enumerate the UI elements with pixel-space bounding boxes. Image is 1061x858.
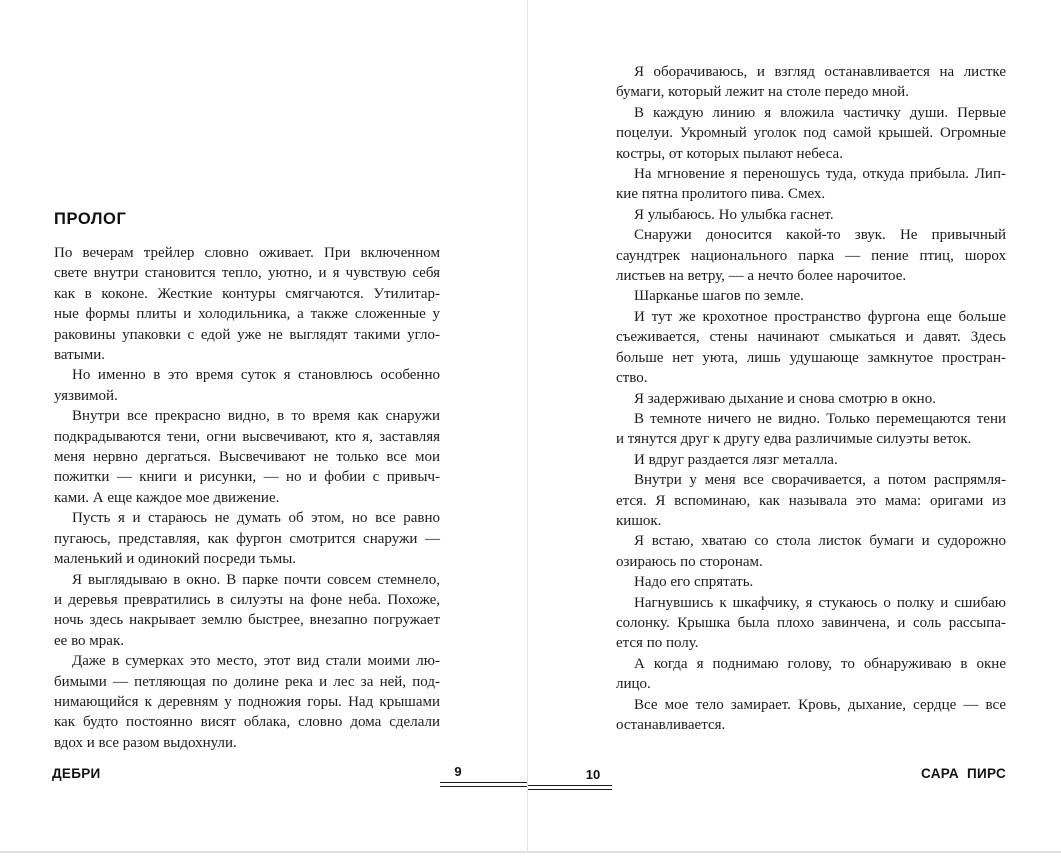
text-line: кишок. bbox=[616, 512, 662, 529]
text-line: нимающийся к деревням у подножия горы. Над крышами bbox=[54, 693, 440, 710]
text-line: маленький и одинокий посреди тьмы. bbox=[54, 551, 297, 568]
text-line: И тут же крохотное пространство фургона еще больше bbox=[634, 308, 1006, 325]
text-line: больше нет уюта, лишь удушающе замкнутое простран- bbox=[616, 349, 1006, 366]
text-line: листьев на ветру, — а нечто более нарочитое. bbox=[616, 268, 907, 285]
text-line: Снаружи доносится какой-то звук. Не привычный bbox=[634, 227, 1006, 244]
text-line: как в коконе. Жесткие контуры смягчаются. Утилитар- bbox=[54, 285, 440, 302]
text-line: и тянутся друг к другу едва различимые силуэты веток. bbox=[616, 431, 972, 448]
text-line: Даже в сумерках это место, этот вид стали моими лю- bbox=[72, 653, 440, 670]
text-line: Надо его спрятать. bbox=[634, 574, 754, 591]
text-line: вдох и все разом выдохнули. bbox=[54, 734, 237, 751]
text-line: как будто постоянно висят облака, словно дома сделали bbox=[54, 714, 440, 731]
text-line: ется. Я вспоминаю, как называла это мама: оригами из bbox=[616, 492, 1006, 509]
text-line: ками. А еще каждое мое движение. bbox=[54, 489, 280, 506]
text-line: Все мое тело замирает. Кровь, дыхание, сердце — все bbox=[634, 696, 1006, 713]
chapter-heading: ПРОЛОГ bbox=[54, 210, 127, 228]
text-line: уязвимой. bbox=[54, 387, 118, 404]
text-line: ее во мрак. bbox=[54, 632, 124, 649]
text-line: На мгновение я переношусь туда, откуда прибыла. Лип- bbox=[634, 166, 1006, 183]
text-line: ватыми. bbox=[54, 347, 106, 364]
text-line: Внутри у меня все сворачивается, а потом распрямля- bbox=[634, 472, 1006, 489]
text-line: А когда я поднимаю голову, то обнаруживаю в окне bbox=[634, 655, 1006, 672]
text-line: пугаюсь, представляя, как фургон смотрится снаружи — bbox=[54, 530, 440, 547]
right-page-text bbox=[616, 62, 1006, 735]
text-line: поцелуи. Укромный уголок под самой крышей. Огромные bbox=[616, 125, 1006, 142]
text-line: Внутри все прекрасно видно, в то время как снаружи bbox=[72, 408, 440, 425]
running-title-book: ДЕБРИ bbox=[52, 766, 101, 781]
page-number-rule-left bbox=[440, 782, 528, 787]
page-number-right: 10 bbox=[585, 767, 601, 782]
text-line: В темноте ничего не видно. Только перемещаются тени bbox=[634, 410, 1006, 427]
text-line: ные формы плиты и холодильника, а также сложенные у bbox=[54, 306, 440, 323]
text-line: Пусть я и стараюсь не думать об этом, но все равно bbox=[72, 510, 440, 527]
text-line: Я выглядываю в окно. В парке почти совсем стемнело, bbox=[72, 571, 440, 588]
text-line: бимыми — петляющая по долине река и лес за ней, под- bbox=[54, 673, 440, 690]
text-line: Я оборачиваюсь, и взгляд останавливается на листке bbox=[634, 64, 1006, 80]
text-line: Я улыбаюсь. Но улыбка гаснет. bbox=[634, 206, 834, 223]
text-line: меня нервно дергаться. Высвечивают не только все мои bbox=[54, 449, 440, 466]
text-line: останавливается. bbox=[616, 717, 726, 733]
text-line: саундтрек национального парка — пение птиц, шорох bbox=[616, 247, 1006, 264]
text-line: ется по полу. bbox=[616, 635, 699, 652]
text-line: и деревья превратились в силуэты на фоне неба. Похоже, bbox=[54, 591, 440, 608]
text-line: костры, от которых пылают небеса. bbox=[616, 145, 843, 162]
text-line: По вечерам трейлер словно оживает. При включенном bbox=[54, 245, 440, 261]
text-line: пожитки — книги и рисунки, — но и фобии с привыч- bbox=[54, 469, 440, 486]
text-line: бумаги, который лежит на столе передо мной. bbox=[616, 84, 909, 101]
left-page-text bbox=[54, 243, 440, 753]
page-number-rule-right bbox=[528, 785, 612, 790]
page-number-left: 9 bbox=[454, 764, 462, 779]
text-line: Я задерживаю дыхание и снова смотрю в окно. bbox=[634, 390, 936, 407]
text-line: съеживается, стены начинают смыкаться и давят. Здесь bbox=[616, 329, 1006, 346]
text-line: солонку. Крышка была плохо завинчена, и соль рассыпа- bbox=[616, 614, 1006, 631]
text-line: И вдруг раздается лязг металла. bbox=[634, 451, 838, 468]
text-line: лицо. bbox=[616, 676, 651, 693]
page-gutter-divider bbox=[527, 0, 528, 851]
text-line: В каждую линию я вложила частичку души. Первые bbox=[634, 104, 1006, 121]
text-line: Я встаю, хватаю со стола листок бумаги и судорожно bbox=[634, 533, 1006, 550]
page-edge-line bbox=[0, 851, 1061, 853]
text-line: Нагнувшись к шкафчику, я стукаюсь о полку и сшибаю bbox=[634, 594, 1006, 611]
running-title-author: САРА ПИРС bbox=[920, 766, 1006, 781]
text-line: раковины упаковки с едой уже не выглядят такими угло- bbox=[54, 326, 440, 343]
text-line: озираюсь по сторонам. bbox=[616, 553, 763, 570]
text-line: кие пятна пролитого пива. Смех. bbox=[616, 186, 826, 203]
text-line: Шарканье шагов по земле. bbox=[634, 288, 804, 305]
text-line: свете внутри становится тепло, уютно, и я чувствую себя bbox=[54, 265, 440, 282]
text-line: подкрадываются тени, огни высвечивают, кто я, заставляя bbox=[54, 428, 440, 445]
text-line: Но именно в это время суток я становлюсь особенно bbox=[72, 367, 440, 384]
text-line: ночь здесь накрывает землю быстрее, внезапно погружает bbox=[54, 612, 440, 629]
text-line: ство. bbox=[616, 370, 648, 387]
